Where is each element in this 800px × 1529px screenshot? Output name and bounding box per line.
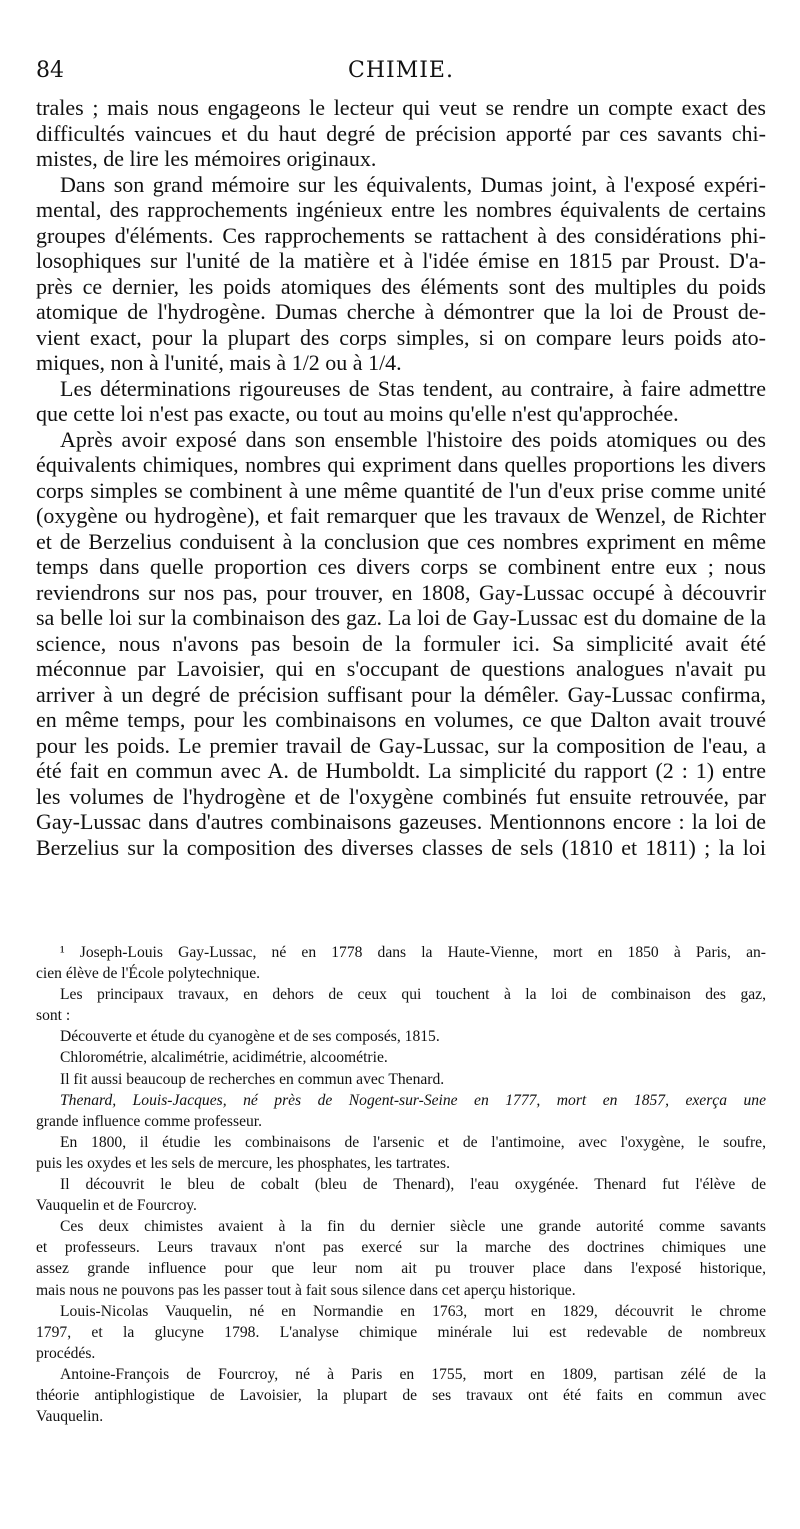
footnote-line: cien élève de l'École polytechnique. (36, 965, 261, 983)
footnote-line: mais nous ne pouvons pas les passer tout à fait sous silence dans cet aperçu historique. (36, 1281, 576, 1299)
footnote-line: Antoine-François de Fourcroy, né à Paris en 1755, mort en 1809, partisan zélé de la (60, 1365, 766, 1383)
footnote-line: puis les oxydes et les sels de mercure, les phosphates, les tartrates. (36, 1154, 450, 1172)
footnote-line: Les principaux travaux, en dehors de ceux qui touchent à la loi de combinaison des gaz, (60, 986, 766, 1004)
text-line: équivalents chimiques, nombres qui expriment dans quelles proportions les divers (36, 452, 766, 477)
text-line: près ce dernier, les poids atomiques des éléments sont des multiples du poids (36, 273, 766, 299)
footnote-line: Louis-Nicolas Vauquelin, né en Normandie en 1763, mort en 1829, découvrit le chrome (60, 1302, 766, 1320)
text-line: méconnue par Lavoisier, qui en s'occupant de questions analogues n'avait pu (36, 656, 766, 681)
footnote-line: Vauquelin. (36, 1408, 104, 1426)
text-line: Les déterminations rigoureuses de Stas tendent, au contraire, à faire admettre (60, 375, 766, 401)
text-line: mistes, de lire les mémoires originaux. (36, 146, 377, 171)
footnote-line: et professeurs. Leurs travaux n'ont pas exercé sur la marche des doctrines chimiques une (36, 1239, 766, 1257)
footnote-line: ¹ Joseph-Louis Gay-Lussac, né en 1778 dans la Haute-Vienne, mort en 1850 à Paris, an- (60, 944, 766, 961)
text-line: sa belle loi sur la combinaison des gaz. La loi de Gay-Lussac est du domaine de la (36, 605, 766, 630)
text-line: Après avoir exposé dans son ensemble l'histoire des poids atomiques ou des (60, 426, 766, 452)
main-text (36, 95, 766, 860)
footnote-line: Thenard, Louis-Jacques, né près de Nogent-sur-Seine en 1777, mort en 1857, exerça une (60, 1091, 766, 1109)
text-line: Dans son grand mémoire sur les équivalents, Dumas joint, à l'exposé expéri- (60, 171, 766, 197)
text-line: vient exact, pour la plupart des corps simples, si on compare leurs poids ato- (36, 324, 766, 350)
text-line: corps simples se combinent à une même quantité de l'un d'eux prise comme unité (36, 477, 766, 503)
text-line: trales ; mais nous engageons le lecteur qui veut se rendre un compte exact des (36, 95, 766, 120)
footnote-line: assez grande influence pour que leur nom ait pu trouver place dans l'exposé historique, (36, 1260, 766, 1278)
text-line: et de Berzelius conduisent à la conclusion que ces nombres expriment en même (36, 528, 766, 554)
text-line: arriver à un degré de précision suffisant pour la démêler. Gay-Lussac confirma, (36, 681, 766, 707)
text-line: mental, des rapprochements ingénieux entre les nombres équivalents de certains (36, 197, 766, 222)
page-header (36, 58, 766, 92)
text-line: miques, non à l'unité, mais à 1/2 ou à 1/4. (36, 350, 402, 375)
footnote-line: sont : (36, 1007, 71, 1025)
text-line: que cette loi n'est pas exacte, ou tout au moins qu'elle n'est qu'approchée. (36, 401, 679, 426)
footnote-line: Vauquelin et de Fourcroy. (36, 1197, 197, 1215)
footnote-line: procédés. (36, 1344, 96, 1362)
text-line: temps dans quelle proportion ces divers corps se combinent entre eux ; nous (36, 554, 766, 579)
text-line: difficultés vaincues et du haut degré de précision apporté par ces savants chi- (36, 120, 766, 146)
footnote-line: Ces deux chimistes avaient à la fin du dernier siècle une grande autorité comme savants (60, 1218, 766, 1236)
text-line: Berzelius sur la composition des diverses classes de sels (1810 et 1811) ; la loi (36, 834, 766, 860)
footnote-separator (36, 905, 156, 906)
footnote-line: Découverte et étude du cyanogène et de ses composés, 1815. (60, 1028, 440, 1046)
footnotes (36, 942, 766, 1427)
footnote-line: grande influence comme professeur. (36, 1112, 263, 1130)
footnote-line: théorie antiphlogistique de Lavoisier, la plupart de ses travaux ont été faits en commun avec (36, 1386, 766, 1404)
footnote-line: 1797, et la glucyne 1798. L'analyse chimique minérale lui est redevable de nombreux (36, 1323, 766, 1341)
footnote-line: Chlorométrie, alcalimétrie, acidimétrie, alcoométrie. (60, 1049, 388, 1067)
text-line: les volumes de l'hydrogène et de l'oxygène combinés fut ensuite retrouvée, par (36, 783, 766, 809)
footnote-line: Il fit aussi beaucoup de recherches en commun avec Thenard. (60, 1070, 445, 1088)
text-line: atomique de l'hydrogène. Dumas cherche à démontrer que la loi de Proust de- (36, 299, 766, 324)
footnote-line: En 1800, il étudie les combinaisons de l'arsenic et de l'antimoine, avec l'oxygène, le soufre, (60, 1133, 766, 1151)
text-line: (oxygène ou hydrogène), et fait remarquer que les travaux de Wenzel, de Richter (36, 503, 766, 528)
text-line: pour les poids. Le premier travail de Gay-Lussac, sur la composition de l'eau, a (36, 732, 766, 758)
text-line: été fait en commun avec A. de Humboldt. La simplicité du rapport (2 : 1) entre (36, 758, 766, 783)
page-number: 84 (36, 58, 64, 83)
text-line: en même temps, pour les combinaisons en volumes, ce que Dalton avait trouvé (36, 707, 766, 732)
footnote-line: Il découvrit le bleu de cobalt (bleu de Thenard), l'eau oxygénée. Thenard fut l'élève de (60, 1176, 766, 1194)
text-line: reviendrons sur nos pas, pour trouver, en 1808, Gay-Lussac occupé à découvrir (36, 579, 766, 605)
text-line: losophiques sur l'unité de la matière et à l'idée émise en 1815 par Proust. D'a- (36, 248, 766, 273)
text-line: science, nous n'avons pas besoin de la formuler ici. Sa simplicité avait été (36, 630, 766, 656)
text-line: groupes d'éléments. Ces rapprochements se rattachent à des considérations phi- (36, 222, 766, 248)
running-title: CHIMIE. (348, 58, 454, 83)
text-line: Gay-Lussac dans d'autres combinaisons gazeuses. Mentionnons encore : la loi de (36, 809, 766, 834)
